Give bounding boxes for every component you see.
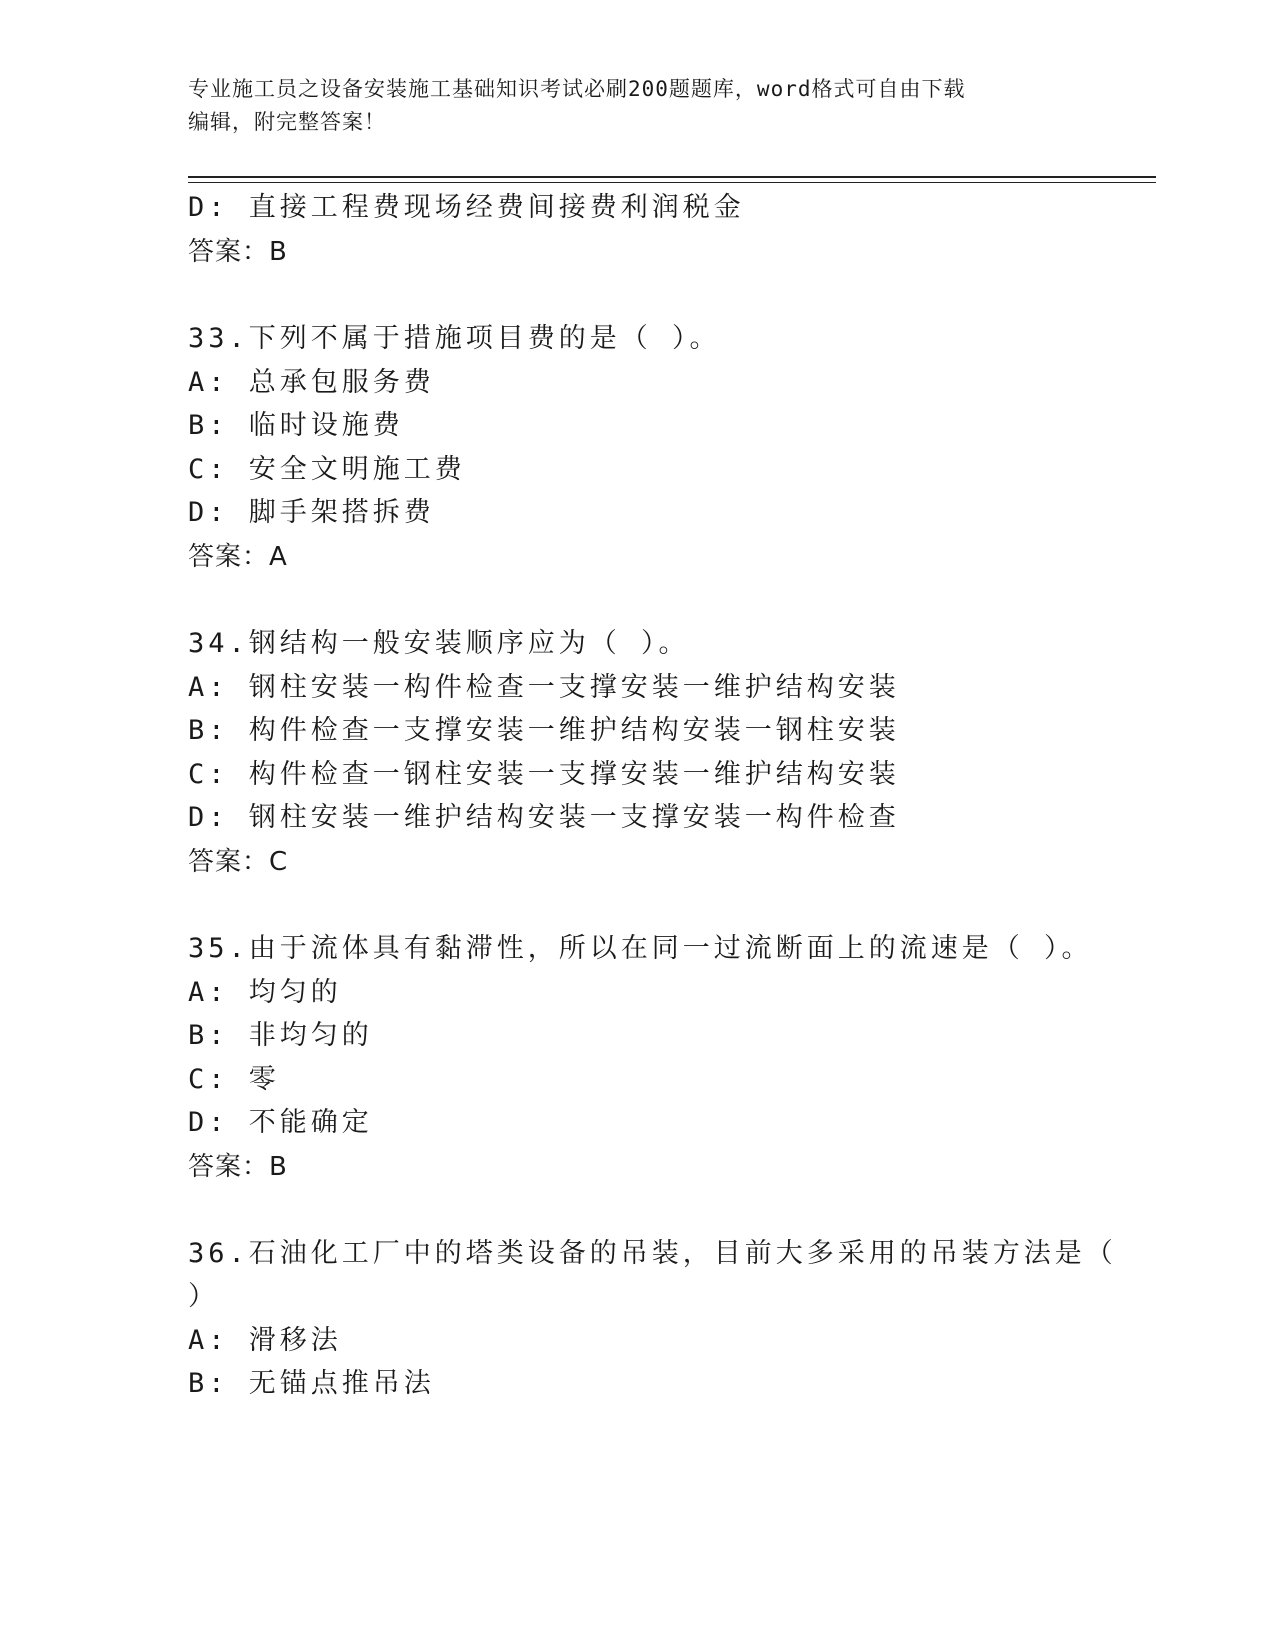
q35-option-b: B: 非均匀的	[188, 1020, 373, 1051]
q33-option-b: B: 临时设施费	[188, 410, 404, 441]
q35-question: 35.由于流体具有黏滞性，所以在同一过流断面上的流速是（ ）。	[188, 933, 1093, 964]
q33-option-c: C: 安全文明施工费	[188, 454, 466, 485]
q34-question: 34.钢结构一般安装顺序应为（ ）。	[188, 628, 690, 659]
q35-answer: 答案：B	[188, 1152, 288, 1182]
q34-option-d: D: 钢柱安装一维护结构安装一支撑安装一构件检查	[188, 802, 900, 833]
q33-option-d: D: 脚手架搭拆费	[188, 497, 435, 528]
document-header: 专业施工员之设备安装施工基础知识考试必刷200题题库，word格式可自由下载 编辑，附完整答案！	[188, 77, 966, 134]
q34-option-c: C: 构件检查一钢柱安装一支撑安装一维护结构安装	[188, 759, 900, 790]
q34-answer: 答案：C	[188, 847, 289, 877]
q35-option-a: A: 均匀的	[188, 977, 342, 1008]
q33-answer: 答案：A	[188, 542, 288, 572]
q32-option-d: D: 直接工程费现场经费间接费利润税金	[188, 192, 745, 223]
q35-option-d: D: 不能确定	[188, 1107, 373, 1138]
header-divider-thick	[188, 176, 1156, 178]
header-divider-thin	[188, 182, 1156, 183]
q36-option-a: A: 滑移法	[188, 1325, 342, 1356]
q36-question-line2: ）	[188, 1281, 219, 1312]
q36-option-b: B: 无锚点推吊法	[188, 1368, 435, 1399]
q32-answer: 答案：B	[188, 237, 288, 267]
q33-question: 33.下列不属于措施项目费的是（ ）。	[188, 323, 721, 354]
q35-option-c: C: 零	[188, 1064, 280, 1095]
q34-option-b: B: 构件检查一支撑安装一维护结构安装一钢柱安装	[188, 715, 900, 746]
q36-question-line1: 36.石油化工厂中的塔类设备的吊装，目前大多采用的吊装方法是（	[188, 1238, 1117, 1269]
q34-option-a: A: 钢柱安装一构件检查一支撑安装一维护结构安装	[188, 672, 900, 703]
q33-option-a: A: 总承包服务费	[188, 367, 435, 398]
